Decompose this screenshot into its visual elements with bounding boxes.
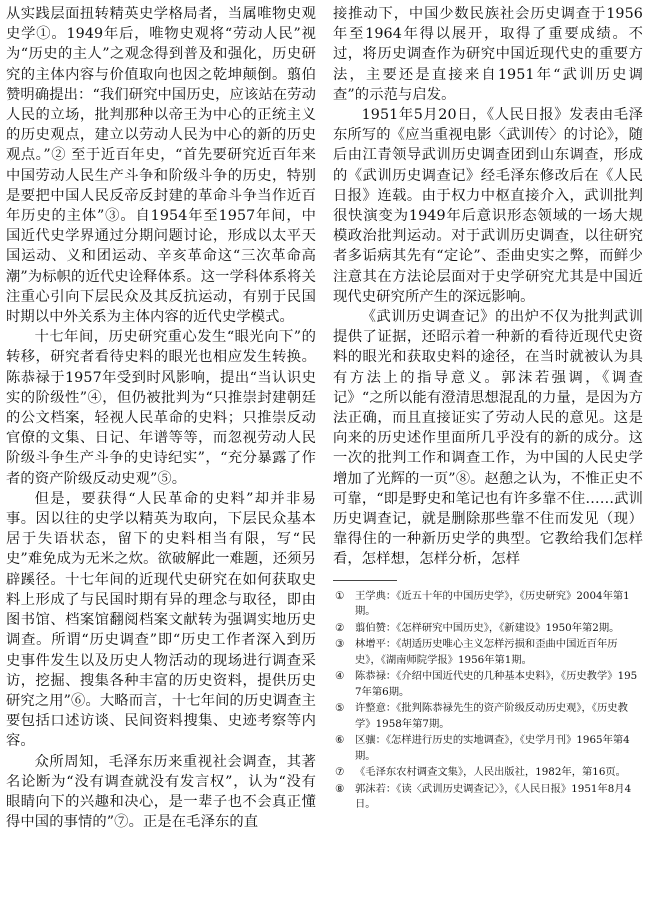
body-paragraph: 众所周知，毛泽东历来重视社会调查，其著名论断为“没有调查就没有发言权”，认为“没有眼睛向下的兴趣和决心，是一辈子也不会真正懂得中国的事情的”⑦。正是在毛泽东的直 <box>6 753 316 831</box>
footnote-mark: ② <box>335 621 345 634</box>
footnote-mark: ⑤ <box>335 702 345 715</box>
right-text-column <box>333 4 643 914</box>
body-paragraph: 但是，要获得“人民革命的史料”却并非易事。因以往的史学以精英为取向，下层民众基本居于失语状态，留下的史料相当有限，写“民史”难免成为无米之炊。欲破解此一难题，还须另辟蹊径。十七年间的近现代史研究在如何获取史料上形成了与民国时期有异的理念与取径，即由图书馆、档案馆翻阅档案文献转为强调实地历史调查。所谓“历史调查”即“历史工作者深入到历史事件发生以及历史人物活动的现场进行调查采访，挖掘、搜集各种丰富的历史资料，提供历史研究之用”⑥。大略而言，十七年间的历史调查主要包括口述访谈、民间资料搜集、史迹考察等内容。 <box>6 490 316 750</box>
footnote <box>333 765 643 781</box>
footnote <box>333 669 643 700</box>
body-paragraph: 1951年5月20日，《人民日报》发表由毛泽东所写的《应当重视电影〈武训传〉的讨论》，随后由江青领导武训历史调查团到山东调查，形成的《武训历史调查记》经毛泽东修改后在《人民日报》连载。由于权力中枢直接介入，武训批判很快演变为1949年后意识形态领域的一场大规模政治批判运动。对于武训历史调查，以往研究者多诟病其先有“定论”、歪曲史实之弊，而鲜少注意其在方法论层面对于史学研究尤其是中国近现代史研究所产生的深远影响。 <box>333 107 643 305</box>
footnote-text: 区骧：《怎样进行历史的实地调查》，《史学月刊》1965年第4期。 <box>355 734 630 762</box>
footnote-text: 翦伯赞：《怎样研究中国历史》，《新建设》1950年第2期。 <box>355 621 620 634</box>
footnote <box>333 701 643 732</box>
footnote-mark: ④ <box>335 670 345 683</box>
body-paragraph: 《武训历史调查记》的出炉不仅为批判武训提供了证据，还昭示着一种新的看待近现代史资料的眼光和获取史料的途径，在当时就被认为具有方法上的指导意义。郭沫若强调，《调查记》“之所以能有澄清思想混乱的力量，是因为方法正确，而且直接证实了劳动人民的意见。这是向来的历史述作里面所几乎没有的新的成分。这一次的批判工作和调查工作，为中国的人民史学增加了光辉的一页”⑧。赵憩之认为，不惟正史不可靠，“即是野史和笔记也有许多靠不住……武训历史调查记，就是删除那些靠不住而发见（现）靠得住的一种新历史学的典型。它教给我们怎样看，怎样想，怎样分析，怎样 <box>333 309 643 568</box>
footnote-text: 《毛泽东农村调查文集》，人民出版社，1982年，第16页。 <box>355 766 626 779</box>
footnote-text: 王学典：《近五十年的中国历史学》，《历史研究》2004年第1期。 <box>355 589 630 618</box>
footnote-mark: ① <box>335 589 345 602</box>
left-text-column <box>6 4 316 916</box>
footnote-text: 郭沫若：《读〈武训历史调查记〉》，《人民日报》1951年8月4日。 <box>355 782 632 811</box>
footnote-mark: ⑧ <box>335 782 345 795</box>
footnote <box>333 782 643 813</box>
body-paragraph: 十七年间，历史研究重心发生“眼光向下”的转移，研究者看待史料的眼光也相应发生转换。陈恭禄于1957年受到时风影响，提出“当认识史实的阶级性”④，但仍被批判为“只推崇封建朝廷的公文档案，轻视人民革命的史料；只推崇反动官僚的文集、日记、年谱等等，而忽视劳动人民阶级斗争生产斗争的史诗纪实”，“充分暴露了作者的资产阶级反动史观”⑤。 <box>6 329 316 487</box>
footnote-mark: ⑦ <box>335 766 345 779</box>
footnote <box>333 637 643 668</box>
footnotes <box>333 589 643 813</box>
footnote <box>333 621 643 637</box>
footnote-text: 林增平：《胡适历史唯心主义怎样污损和歪曲中国近百年历史》，《湖南师院学报》1956年第1期。 <box>355 638 618 666</box>
footnote-mark: ③ <box>335 638 345 651</box>
footnote-text: 许整意：《批判陈恭禄先生的资产阶级反动历史观》，《历史教学》1958年第7期。 <box>355 702 628 730</box>
footnote-mark: ⑥ <box>335 734 345 747</box>
footnote <box>333 589 643 620</box>
footnote-text: 陈恭禄：《介绍中国近代史的几种基本史料》，《历史教学》1957年第6期。 <box>355 670 638 698</box>
footnote <box>333 733 643 764</box>
body-paragraph: 接推动下，中国少数民族社会历史调查于1956年至1964年得以展开，取得了重要成绩。不过，将历史调查作为研究中国近现代史的重要方法，主要还是直接来自1951年“武训历史调查”的示范与启发。 <box>333 6 643 103</box>
footnote-divider <box>333 580 397 581</box>
body-paragraph: 从实践层面扭转精英史学格局者，当属唯物史观史学①。1949年后，唯物史观将“劳动人民”视为“历史的主人”之观念得到普及和强化，历史研究的主体内容与价值取向也因之乾坤颠倒。翦伯赞明确提出：“我们研究中国历史，应该站在劳动人民的立场，批判那种以帝王为中心的正统主义的历史观点，建立以劳动人民为中心的新的历史观点。”② 至于近百年史，“首先要研究近百年来中国劳动人民生产斗争和阶级斗争的历史，特别是要把中国人民反帝反封建的革命斗争当作近百年历史的主体”③。自1954年至1957年间，中国近代史学界通过分期问题讨论，形成以太平天国运动、义和团运动、辛亥革命这“三次革命高潮”为标帜的近代史诠释体系。这一学科体系将关注重心引向下层民众及其反抗运动，有别于民国时期以中外关系为主体内容的近代史学模式。 <box>6 6 316 326</box>
